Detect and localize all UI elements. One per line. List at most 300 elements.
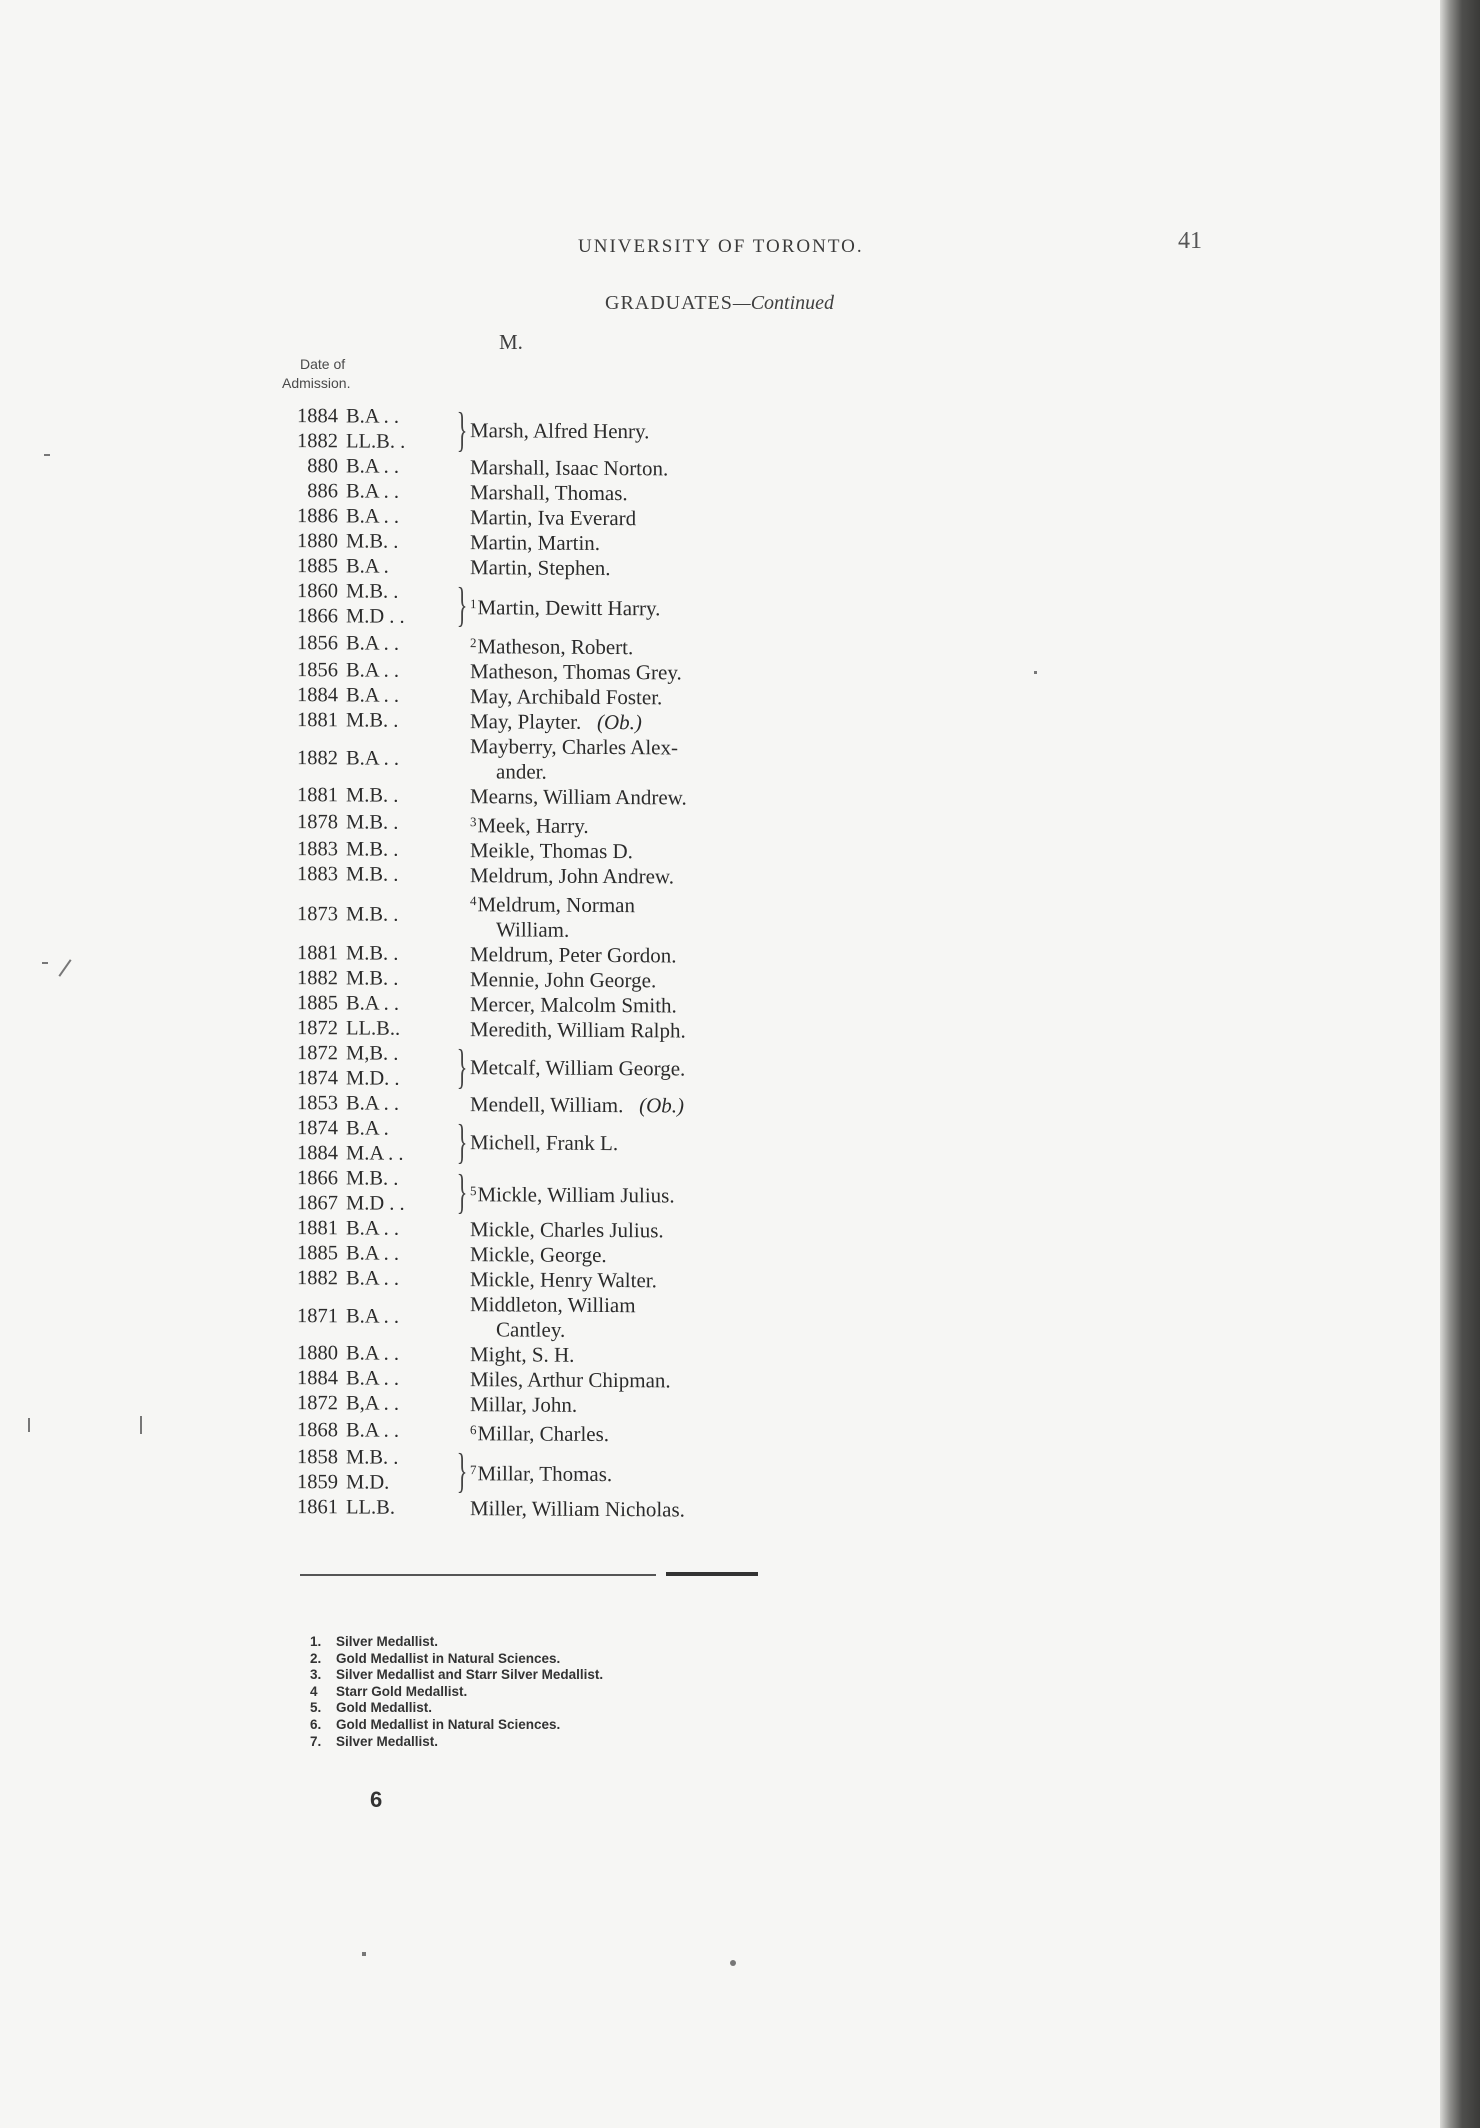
graduate-entry [280, 1442, 820, 1498]
page-number: 41 [1178, 228, 1202, 254]
footnote-text: Starr Gold Medallist. [336, 1683, 468, 1699]
graduate-name-text: Mickle, Charles Julius. [470, 1217, 664, 1243]
signature-mark: 6 [370, 1787, 383, 1812]
graduate-name [470, 505, 820, 532]
admission-dates [280, 631, 454, 657]
graduate-entry [280, 708, 820, 736]
section-label [605, 292, 834, 315]
admission-line [280, 479, 454, 505]
graduate-entry [280, 658, 820, 686]
graduate-name-text: May, Archibald Foster. [470, 684, 663, 710]
admission-line [280, 631, 454, 657]
admission-year: 1871 [297, 1304, 338, 1327]
admission-year: 1886 [297, 505, 338, 528]
graduate-name-line [470, 1055, 685, 1080]
graduate-name-text: May, Playter. [470, 709, 582, 734]
degree-abbrev: B.A . . [346, 1242, 399, 1265]
admission-line [280, 1418, 454, 1444]
degree-abbrev: M.A . . [346, 1142, 404, 1165]
footnote-line [310, 1651, 603, 1668]
graduate-name-line [470, 838, 633, 863]
admission-dates [280, 1495, 454, 1521]
graduate-name-text: Meikle, Thomas D. [470, 838, 633, 864]
graduate-name [470, 1178, 820, 1209]
graduate-entry [280, 554, 820, 582]
footnote-text: Gold Medallist in Natural Sciences. [336, 1716, 561, 1732]
footnote-number: 5. [310, 1700, 322, 1716]
footnote-number: 2. [310, 1650, 322, 1666]
admission-line [280, 1066, 454, 1092]
graduate-name-continuation [470, 759, 820, 786]
admission-dates [280, 683, 454, 709]
graduate-name [470, 1217, 820, 1244]
admission-line [280, 708, 454, 734]
graduate-name-text: Martin, Martin. [470, 530, 601, 555]
graduate-name-text: Meldrum, John Andrew. [470, 863, 674, 889]
admission-line [280, 1166, 454, 1192]
degree-abbrev: B.A . . [346, 659, 399, 682]
column-header [282, 355, 350, 393]
degree-abbrev: B.A . . [346, 480, 399, 503]
degree-abbrev: B.A . . [346, 505, 399, 528]
admission-line [280, 1470, 454, 1496]
footnote-marker: 2 [470, 635, 477, 651]
graduate-name-line [470, 1217, 664, 1242]
admission-line [280, 529, 454, 555]
graduate-name-line [470, 1496, 685, 1521]
graduate-name-text: Martin, Stephen. [470, 555, 611, 581]
admission-line [280, 579, 454, 605]
graduate-name-text: Millar, John. [470, 1392, 578, 1417]
degree-abbrev: B.A . [346, 555, 389, 578]
degree-abbrev: M.B. . [346, 838, 399, 861]
graduate-name-line [470, 992, 677, 1017]
footnote-line [310, 1734, 603, 1751]
paper-speck [730, 1960, 736, 1966]
admission-year: 1874 [297, 1117, 338, 1140]
graduate-name-text: Might, S. H. [470, 1342, 575, 1367]
footnote-rule-thick [666, 1572, 758, 1576]
admission-dates [280, 479, 454, 505]
admission-dates [280, 1418, 454, 1444]
admission-year: 1868 [297, 1419, 338, 1442]
degree-abbrev: M.B. . [346, 784, 399, 807]
admission-dates [280, 579, 454, 630]
admission-line [280, 1445, 454, 1471]
grouping-brace: } [456, 1163, 468, 1219]
graduate-entry [280, 1241, 820, 1269]
graduate-name-text: Matheson, Thomas Grey. [470, 659, 682, 685]
admission-dates [280, 708, 454, 734]
admission-line [280, 1266, 454, 1292]
admission-year: 1874 [297, 1067, 338, 1090]
paper-speck [58, 959, 71, 977]
graduate-name-line [470, 813, 589, 838]
admission-year: 1872 [297, 1392, 338, 1415]
graduate-name-text: Marshall, Thomas. [470, 480, 628, 506]
degree-abbrev: B.A . . [346, 1304, 399, 1328]
section-label-text: GRADUATES [605, 292, 733, 314]
degree-abbrev: M.D . . [346, 1192, 405, 1215]
admission-line [280, 504, 454, 530]
graduate-name [470, 992, 820, 1019]
admission-year: 1882 [297, 430, 338, 453]
admission-year: 1881 [297, 709, 338, 732]
degree-abbrev: B.A . . [346, 1217, 399, 1240]
degree-abbrev: LL.B.. [346, 1017, 401, 1040]
admission-year: 1867 [297, 1192, 338, 1215]
graduate-name [470, 1242, 820, 1269]
graduate-name [470, 1496, 820, 1523]
admission-dates [280, 862, 454, 888]
admission-line [280, 746, 454, 772]
graduate-name-text: Marshall, Isaac Norton. [470, 455, 669, 481]
graduate-name-text: Millar, Charles. [477, 1421, 610, 1447]
graduate-name [470, 809, 820, 840]
admission-dates [280, 1266, 454, 1292]
page-edge-shadow [1440, 0, 1480, 2128]
graduate-name-text: ander. [496, 759, 547, 784]
degree-abbrev: B.A . . [346, 1092, 399, 1115]
degree-abbrev: B.A . . [346, 746, 399, 770]
graduate-name-line [470, 892, 635, 917]
degree-abbrev: M.D. [346, 1471, 390, 1494]
admission-year: 1880 [297, 530, 338, 553]
graduate-name-line [470, 942, 676, 967]
graduate-name [470, 418, 820, 445]
degree-abbrev: B.A . . [346, 1267, 399, 1290]
admission-line [280, 554, 454, 580]
admission-line [280, 1041, 454, 1067]
admission-dates [280, 1391, 454, 1417]
paper-speck [1034, 671, 1037, 674]
degree-abbrev: B.A . . [346, 1367, 399, 1390]
admission-dates [280, 1041, 454, 1092]
graduate-name [470, 530, 820, 557]
graduate-entry [280, 733, 820, 786]
footnote-line [310, 1634, 603, 1651]
admission-line [280, 783, 454, 809]
admission-year: 1884 [297, 1142, 338, 1165]
degree-abbrev: B.A . . [346, 405, 399, 428]
admission-dates [280, 902, 454, 928]
admission-year: 1856 [297, 632, 338, 655]
footnotes [310, 1634, 603, 1750]
degree-abbrev: B.A . [346, 1117, 389, 1140]
graduate-name-line [470, 1367, 671, 1392]
admission-line [280, 1191, 454, 1217]
admission-year: 1866 [297, 1167, 338, 1190]
admission-line [280, 837, 454, 863]
graduate-name [470, 1017, 820, 1044]
graduate-entry [280, 683, 820, 711]
admission-year: 886 [307, 480, 338, 503]
graduate-name-text: Mayberry, Charles Alex- [470, 734, 678, 760]
admission-year: 1884 [297, 684, 338, 707]
admission-year: 880 [307, 455, 338, 478]
admission-dates [280, 1166, 454, 1217]
footnote-text: Silver Medallist and Starr Silver Medallist. [336, 1667, 604, 1683]
admission-dates [280, 1091, 454, 1117]
footnote-number: 4 [310, 1683, 318, 1699]
admission-dates [280, 837, 454, 863]
footnote-number: 3. [310, 1667, 322, 1683]
graduate-entry [280, 454, 820, 482]
graduate-name-line [470, 1267, 657, 1292]
admission-year: 1853 [297, 1092, 338, 1115]
admission-line [280, 604, 454, 630]
admission-year: 1881 [297, 1217, 338, 1240]
graduate-name [470, 838, 820, 865]
admission-line [280, 1091, 454, 1117]
footnote-line [310, 1667, 603, 1684]
footnote-text: Gold Medallist in Natural Sciences. [336, 1650, 561, 1666]
degree-abbrev: B.A . . [346, 684, 399, 707]
graduate-entry [280, 1341, 820, 1369]
admission-line [280, 1495, 454, 1521]
graduate-name-line [470, 505, 636, 530]
graduate-name [470, 659, 820, 686]
graduate-name-text: Meldrum, Norman [477, 892, 635, 918]
graduate-name [470, 1417, 820, 1448]
graduate-entry [280, 401, 820, 457]
footnote-line [310, 1700, 603, 1717]
admission-line [280, 658, 454, 684]
admission-year: 1884 [297, 405, 338, 428]
degree-abbrev: LL.B. [346, 1496, 395, 1519]
admission-dates [280, 941, 454, 967]
graduate-name-text: Meldrum, Peter Gordon. [470, 942, 677, 968]
admission-year: 1882 [297, 1267, 338, 1290]
graduate-name-line [470, 1242, 607, 1267]
paper-speck [140, 1416, 142, 1434]
graduate-name-text: Michell, Frank L. [470, 1129, 619, 1155]
degree-abbrev: B.A . . [346, 632, 399, 655]
degree-abbrev: M.B. . [346, 1167, 399, 1190]
graduate-name-line [470, 418, 649, 443]
admission-year: 1880 [297, 1342, 338, 1365]
graduate-name [470, 1267, 820, 1294]
footnote-number: 6. [310, 1716, 322, 1732]
admission-year: 1861 [297, 1496, 338, 1519]
obituary-mark: (Ob.) [596, 709, 642, 735]
admission-line [280, 862, 454, 888]
admission-dates [280, 746, 454, 772]
column-header-line-1: Date of [300, 356, 346, 372]
degree-abbrev: M.B. . [346, 811, 399, 834]
graduate-name-line [470, 1392, 577, 1417]
graduate-name-text: Metcalf, William George. [470, 1054, 686, 1080]
graduate-name-text: Cantley. [496, 1317, 566, 1342]
admission-dates [280, 404, 454, 455]
graduate-name [470, 784, 820, 811]
running-head: UNIVERSITY OF TORONTO. [578, 236, 864, 257]
graduate-entry [280, 862, 820, 890]
graduate-name-line [470, 1421, 609, 1446]
graduate-entry [280, 1495, 820, 1523]
graduate-name [470, 709, 820, 736]
degree-abbrev: B,A . . [346, 1392, 399, 1415]
graduate-name [470, 1367, 820, 1394]
graduate-name [470, 630, 820, 661]
admission-dates [280, 1445, 454, 1496]
degree-abbrev: M.D. . [346, 1067, 400, 1090]
graduate-entry [280, 1113, 820, 1169]
admission-year: 1881 [297, 942, 338, 965]
graduate-name-text: Mearns, William Andrew. [470, 784, 687, 810]
graduate-entry [280, 941, 820, 969]
graduate-name-text: Mickle, Henry Walter. [470, 1267, 657, 1293]
admission-dates [280, 504, 454, 530]
degree-abbrev: M,B. . [346, 1042, 399, 1065]
graduate-name-text: Meredith, William Ralph. [470, 1017, 686, 1043]
graduate-entry [280, 504, 820, 532]
admission-year: 1858 [297, 1446, 338, 1469]
graduate-name [470, 591, 820, 622]
graduate-entry [280, 1266, 820, 1294]
admission-line [280, 1391, 454, 1417]
graduate-name [470, 455, 820, 482]
graduate-name [470, 967, 820, 994]
graduate-name-text: Martin, Dewitt Harry. [477, 594, 661, 620]
graduate-name-line [470, 634, 633, 659]
admission-year: 1866 [297, 605, 338, 628]
graduate-name-text: William. [496, 917, 570, 942]
admission-dates [280, 529, 454, 555]
grouping-brace: } [456, 1038, 468, 1094]
admission-line [280, 1241, 454, 1267]
admission-line [280, 1141, 454, 1167]
letter-heading: M. [499, 330, 523, 354]
admission-line [280, 810, 454, 836]
graduate-name-text: Middleton, William [470, 1292, 636, 1318]
graduate-entry [280, 479, 820, 507]
graduate-entry [280, 837, 820, 865]
graduate-name [470, 480, 820, 507]
graduate-name-text: Martin, Iva Everard [470, 505, 637, 531]
graduate-entry [280, 629, 820, 661]
degree-abbrev: M.B. . [346, 709, 399, 732]
graduate-name-text: Mickle, William Julius. [477, 1181, 675, 1207]
footnote-number: 7. [310, 1733, 322, 1749]
graduate-name-line [470, 530, 600, 555]
degree-abbrev: M.B. . [346, 863, 399, 886]
graduate-name [470, 888, 820, 944]
admission-dates [280, 966, 454, 992]
footnote-text: Silver Medallist. [336, 1733, 439, 1749]
paper-speck [28, 1418, 30, 1432]
graduate-entry [280, 529, 820, 557]
admission-line [280, 429, 454, 455]
footnote-line [310, 1684, 603, 1701]
admission-year: 1885 [297, 1242, 338, 1265]
graduate-name [470, 1292, 820, 1344]
admission-dates [280, 1304, 454, 1330]
admission-year: 1883 [297, 838, 338, 861]
admission-year: 1882 [297, 967, 338, 990]
graduate-name-text: Miller, William Nicholas. [470, 1496, 685, 1522]
admission-dates [280, 810, 454, 836]
graduate-name-line [470, 1342, 574, 1367]
graduate-entry [280, 783, 820, 811]
admission-dates [280, 554, 454, 580]
admission-year: 1883 [297, 863, 338, 886]
graduate-name-line [470, 967, 656, 992]
admission-line [280, 902, 454, 928]
graduate-name-text: Miles, Arthur Chipman. [470, 1367, 671, 1393]
grouping-brace: } [456, 1442, 468, 1498]
admission-year: 1881 [297, 784, 338, 807]
grouping-brace: } [456, 576, 468, 632]
degree-abbrev: M.B. . [346, 942, 399, 965]
admission-dates [280, 1341, 454, 1367]
admission-line [280, 454, 454, 480]
degree-abbrev: M.B. . [346, 1446, 399, 1469]
graduate-name [470, 684, 820, 711]
graduate-entry [280, 1091, 820, 1119]
graduate-name-continuation [470, 1317, 820, 1344]
graduate-name-text: Mendell, William. [470, 1092, 624, 1118]
grouping-brace: } [456, 1113, 468, 1169]
footnote-marker: 1 [470, 595, 477, 611]
section-continued: —Continued [732, 292, 835, 314]
obituary-mark: (Ob.) [639, 1093, 684, 1118]
degree-abbrev: LL.B. . [346, 430, 406, 453]
graduate-entry [280, 1016, 820, 1044]
graduate-name-line [470, 1017, 686, 1042]
degree-abbrev: M.B. . [346, 580, 399, 603]
admission-line [280, 404, 454, 430]
admission-year: 1882 [297, 746, 338, 769]
admission-dates [280, 1241, 454, 1267]
graduate-name-line [470, 1092, 684, 1117]
admission-line [280, 1366, 454, 1392]
graduate-name-line [470, 480, 628, 505]
graduate-name-text: Millar, Thomas. [477, 1460, 613, 1486]
graduate-name-line [470, 1130, 618, 1155]
admission-dates [280, 454, 454, 480]
graduate-entry [280, 1416, 820, 1448]
graduate-name-line [470, 1461, 612, 1486]
grouping-brace: } [456, 401, 468, 457]
graduate-name [470, 1092, 820, 1119]
degree-abbrev: B.A . . [346, 455, 399, 478]
footnote-number: 1. [310, 1634, 322, 1649]
graduate-name [470, 555, 820, 582]
graduate-name-line [470, 1182, 675, 1207]
graduate-name-line [470, 709, 642, 734]
graduate-entry [280, 1216, 820, 1244]
admission-line [280, 683, 454, 709]
admission-dates [280, 658, 454, 684]
admission-year: 1878 [297, 811, 338, 834]
graduate-name [470, 1342, 820, 1369]
degree-abbrev: M.B. . [346, 902, 399, 926]
graduate-name-line [470, 1292, 636, 1317]
graduate-name-text: Mercer, Malcolm Smith. [470, 992, 677, 1018]
footnote-marker: 7 [470, 1461, 477, 1477]
graduate-entry [280, 1391, 820, 1419]
admission-line [280, 941, 454, 967]
graduate-list [280, 401, 820, 1523]
paper-speck [42, 962, 48, 964]
degree-abbrev: B.A . . [346, 1419, 399, 1442]
admission-dates [280, 783, 454, 809]
admission-line [280, 1016, 454, 1042]
admission-year: 1885 [297, 555, 338, 578]
graduate-name [470, 1392, 820, 1419]
admission-year: 1860 [297, 580, 338, 603]
